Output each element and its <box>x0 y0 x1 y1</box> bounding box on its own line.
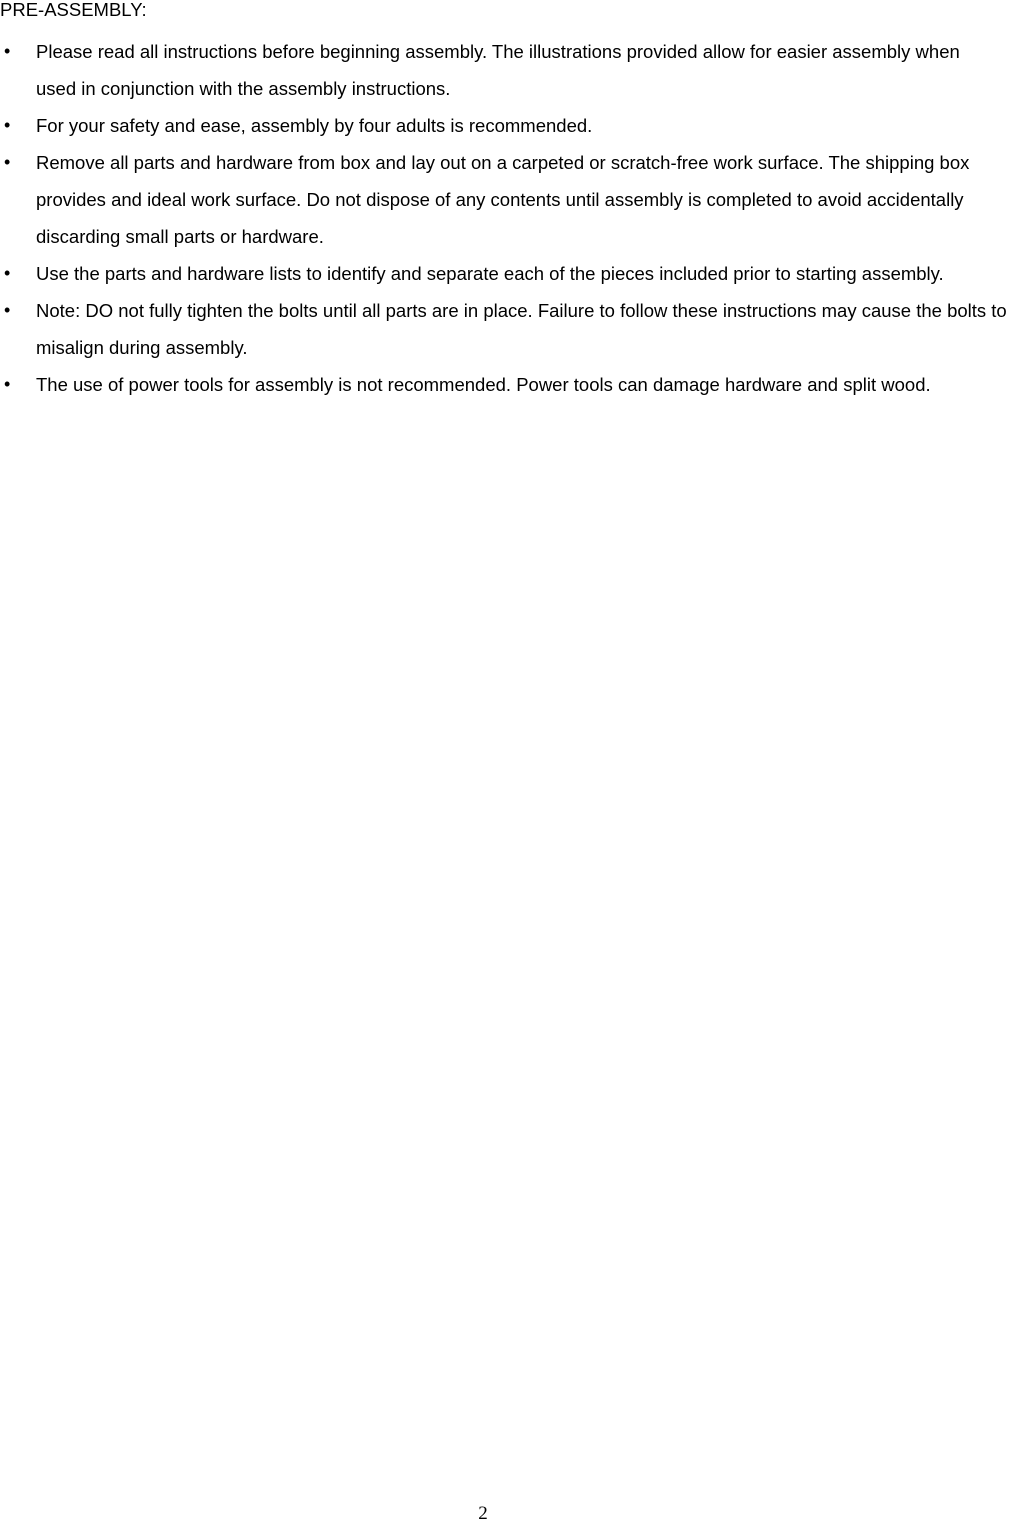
list-item <box>0 144 1023 255</box>
page-number: 2 <box>478 1503 488 1524</box>
list-item-text: Use the parts and hardware lists to identify and separate each of the pieces included prior to starting assembly. <box>36 263 944 284</box>
list-item-text: Remove all parts and hardware from box and lay out on a carpeted or scratch-free work surface. The shipping box provides and ideal work surface. Do not dispose of any contents until assembly is completed to avoid accidentally discarding small parts or hardware. <box>36 152 970 247</box>
instruction-list <box>0 33 1023 403</box>
list-item <box>0 33 1023 107</box>
list-item-text: Please read all instructions before beginning assembly. The illustrations provided allow for easier assembly when used in conjunction with the assembly instructions. <box>36 41 960 99</box>
bullet-icon: • <box>4 374 11 394</box>
bullet-icon: • <box>4 300 11 320</box>
section-heading: PRE-ASSEMBLY: <box>0 0 147 20</box>
bullet-icon: • <box>4 263 11 283</box>
list-item <box>0 107 1023 144</box>
bullet-icon: • <box>4 41 11 61</box>
list-item-text: The use of power tools for assembly is not recommended. Power tools can damage hardware and split wood. <box>36 374 931 395</box>
list-item <box>0 292 1023 366</box>
list-item <box>0 366 1023 403</box>
list-item <box>0 255 1023 292</box>
list-item-text: For your safety and ease, assembly by four adults is recommended. <box>36 115 593 136</box>
bullet-icon: • <box>4 115 11 135</box>
bullet-icon: • <box>4 152 11 172</box>
list-item-text: Note: DO not fully tighten the bolts until all parts are in place. Failure to follow these instructions may cause the bolts to misalign during assembly. <box>36 300 1007 358</box>
